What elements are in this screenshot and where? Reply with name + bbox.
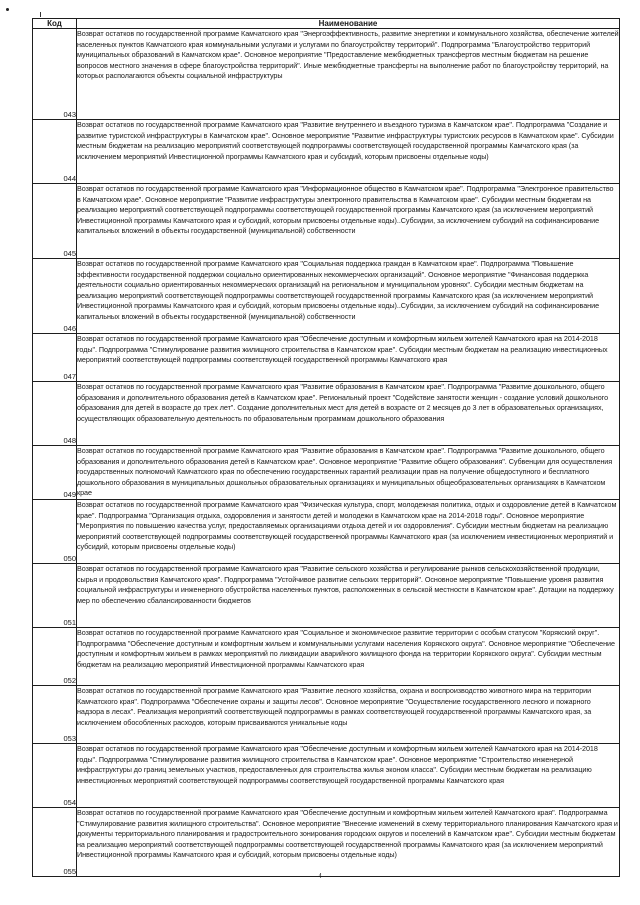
- table-row: [33, 627, 620, 685]
- table-row: [33, 499, 620, 563]
- table-row: [33, 120, 620, 184]
- row-description: Возврат остатков по государственной программе Камчатского края "Развитие сельского хозяйства и регулирование рынков сельскохозяйственной продукции, сырья и продовольствия Камчатского края". Подпрограмма "Устойчивое развитие сельских территорий". Основное мероприятие "Повышение уровня развития социальной инфраструктуры и инженерного обустройства населенных пунктов, расположенных в сельской местности в Камчатском крае". Дотации на поддержку мер по обеспечению сбалансированности бюджетов: [77, 563, 620, 627]
- row-description: Возврат остатков по государственной программе Камчатского края "Развитие лесного хозяйства, охрана и воспроизводство животного мира на территории Камчатского края". Подпрограмма "Обеспечение охраны и защиты лесов". Основное мероприятие "Осуществление государственного лесного и пожарного надзора в лесах". Реализация мероприятий соответствующей подпрограммы в рамках соответствующей государственной программы Камчатского края, за исключением обособленных расходов, которым присваиваются уникальные коды: [77, 685, 620, 743]
- row-description: Возврат остатков по государственной программе Камчатского края "Обеспечение доступным и комфортным жильем жителей Камчатского края". Подпрограмма "Стимулирование развития жилищного строительства". Основное мероприятие "Внесение изменений в схему территориального планирования Камчатского края и документы территориального планирования и градостроительного зонирования городских округов и поселений в Камчатском крае". Субсидии местным бюджетам на реализацию мероприятий соответствующей подпрограммы соответствующей государственной программы Камчатского края (за исключением мероприятий Инвестиционной программы Камчатского края и субсидий, которым присвоены отдельные коды): [77, 807, 620, 876]
- row-description: Возврат остатков по государственной программе Камчатского края "Социальная поддержка граждан в Камчатском крае". Подпрограмма "Повышение эффективности государственной поддержки социально ориентированных некоммерческих организаций". Основное мероприятие "Финансовая поддержка деятельности социально ориентированных некоммерческих организаций на региональном и муниципальном уровнях". Субсидии местным бюджетам на реализацию мероприятий соответствующей подпрограммы соответствующей государственной программы Камчатского края (за исключением мероприятий Инвестиционной программы Камчатского края и субсидий, которым присвоены отдельные коды)..Субсидии, за исключением субсидий на софинансирование капитальных вложений в объекты государственной (муниципальной) собственности: [77, 259, 620, 334]
- row-code: 044: [33, 120, 77, 184]
- codes-table: [32, 18, 620, 877]
- header-code: Код: [33, 19, 77, 29]
- row-code: 055: [33, 807, 77, 876]
- row-description: Возврат остатков по государственной программе Камчатского края "Энергоэффективность, развитие энергетики и коммунального хозяйства, обеспечение жителей населенных пунктов Камчатского края коммунальными услугами и услугами по благоустройству территорий". Подпрограмма "Благоустройство территорий муниципальных образований в Камчатском крае". Основное мероприятие "Предоставление межбюджетных трансфертов местным бюджетам на решение вопросов местного значения в сфере благоустройства территорий". Иные межбюджетные трансферты на выполнение работ по благоустройству территорий, на которых располагаются объекты социальной инфраструктуры: [77, 29, 620, 120]
- row-code: 048: [33, 382, 77, 446]
- table-row: [33, 259, 620, 334]
- table-row: [33, 685, 620, 743]
- table-row: [33, 382, 620, 446]
- table-row: [33, 563, 620, 627]
- page-number: 4: [318, 872, 322, 880]
- scan-tick: [40, 12, 41, 17]
- row-code: 047: [33, 334, 77, 382]
- row-code: 051: [33, 563, 77, 627]
- row-code: 053: [33, 685, 77, 743]
- row-code: 050: [33, 499, 77, 563]
- row-description: Возврат остатков по государственной программе Камчатского края "Социальное и экономическое развитие территории с особым статусом "Корякский округ". Подпрограмма "Обеспечение доступным и комфортным жильем и коммунальными услугами населения Корякского округа". Основное мероприятие "Обеспечение доступным и комфортным жильем в рамках мероприятий по ликвидации аварийного жилищного фонда на территории Корякского округа". Субсидии местным бюджетам на реализацию мероприятий Инвестиционной программы Камчатского края: [77, 627, 620, 685]
- row-code: 046: [33, 259, 77, 334]
- row-code: 052: [33, 627, 77, 685]
- table-row: [33, 184, 620, 259]
- scan-dot: [6, 8, 9, 11]
- row-description: Возврат остатков по государственной программе Камчатского края "Физическая культура, спорт, молодежная политика, отдых и оздоровление детей в Камчатском крае". Подпрограмма "Организация отдыха, оздоровления и занятости детей и молодежи в Камчатском крае на 2014-2018 годы". Основное мероприятие "Мероприятия по повышению качества услуг, предоставляемых организациями отдыха детей и их оздоровления". Субсидии местным бюджетам на реализацию мероприятий соответствующей подпрограммы соответствующей государственной программы Камчатского края (за исключением инвестиционных мероприятий и субсидий, которым присвоены отдельные коды): [77, 499, 620, 563]
- row-description: Возврат остатков по государственной программе Камчатского края "Развитие образования в Камчатском крае". Подпрограмма "Развитие дошкольного, общего образования и дополнительного образования детей в Камчатском крае". Региональный проект "Содействие занятости женщин - создание условий дошкольного образования для детей в возрасте до трех лет". Создание дополнительных мест для детей в возрасте от 2 месяцев до 3 лет в образовательных организациях, осуществляющих образовательную деятельность по образовательным программам дошкольного образования: [77, 382, 620, 446]
- row-description: Возврат остатков по государственной программе Камчатского края "Развитие внутреннего и въездного туризма в Камчатском крае". Подпрограмма "Создание и развитие туристской инфраструктуры в Камчатском крае". Основное мероприятие "Развитие инфраструктуры туристских ресурсов в Камчатском крае". Субсидии местным бюджетам на реализацию мероприятий соответствующей подпрограммы соответствующей государственной программы Камчатского края (за исключением мероприятий Инвестиционной программы Камчатского края и субсидий, которым присвоены отдельные коды): [77, 120, 620, 184]
- row-description: Возврат остатков по государственной программе Камчатского края "Развитие образования в Камчатском крае". Подпрограмма "Развитие дошкольного, общего образования и дополнительного образования детей в Камчатском крае". Основное мероприятие "Развитие общего образования". Субвенции для осуществления государственных полномочий Камчатского края по обеспечению государственных гарантий реализации прав на получение общедоступного и бесплатного дошкольного образования в муниципальных дошкольных образовательных организациях и муниципальных общеобразовательных организациях в Камчатском крае: [77, 446, 620, 500]
- row-code: 045: [33, 184, 77, 259]
- table-row: [33, 334, 620, 382]
- row-description: Возврат остатков по государственной программе Камчатского края "Обеспечение доступным и комфортным жильем жителей Камчатского края на 2014-2018 годы". Подпрограмма "Стимулирование развития жилищного строительства в Камчатском крае". Основное мероприятие "Строительство инженерной инфраструктуры до границ земельных участков, предоставленных для строительства жилья эконом класса". Субсидии местным бюджетам на реализацию инвестиционных мероприятий соответствующей подпрограммы соответствующей государственной программы Камчатского края: [77, 743, 620, 807]
- table-row: [33, 743, 620, 807]
- table-header-row: [33, 19, 620, 29]
- row-code: 054: [33, 743, 77, 807]
- table-row: [33, 446, 620, 500]
- row-code: 043: [33, 29, 77, 120]
- table-row: [33, 807, 620, 876]
- row-description: Возврат остатков по государственной программе Камчатского края "Обеспечение доступным и комфортным жильем жителей Камчатского края на 2014-2018 годы". Подпрограмма "Стимулирование развития жилищного строительства в Камчатском крае". Субсидии местным бюджетам на реализацию инвестиционных мероприятий соответствующей подпрограммы соответствующей государственной программы Камчатского края: [77, 334, 620, 382]
- row-code: 049: [33, 446, 77, 500]
- table-row: [33, 29, 620, 120]
- row-description: Возврат остатков по государственной программе Камчатского края "Информационное общество в Камчатском крае". Подпрограмма "Электронное правительство в Камчатском крае". Основное мероприятие "Развитие инфраструктуры электронного правительства в Камчатском крае". Субсидии местным бюджетам на реализацию мероприятий соответствующей подпрограммы соответствующей государственной программы Камчатского края (за исключением мероприятий Инвестиционной программы Камчатского края и субсидий, которым присвоены отдельные коды)..Субсидии, за исключением субсидий на софинансирование капитальных вложений в объекты государственной (муниципальной) собственности: [77, 184, 620, 259]
- header-name: Наименование: [77, 19, 620, 29]
